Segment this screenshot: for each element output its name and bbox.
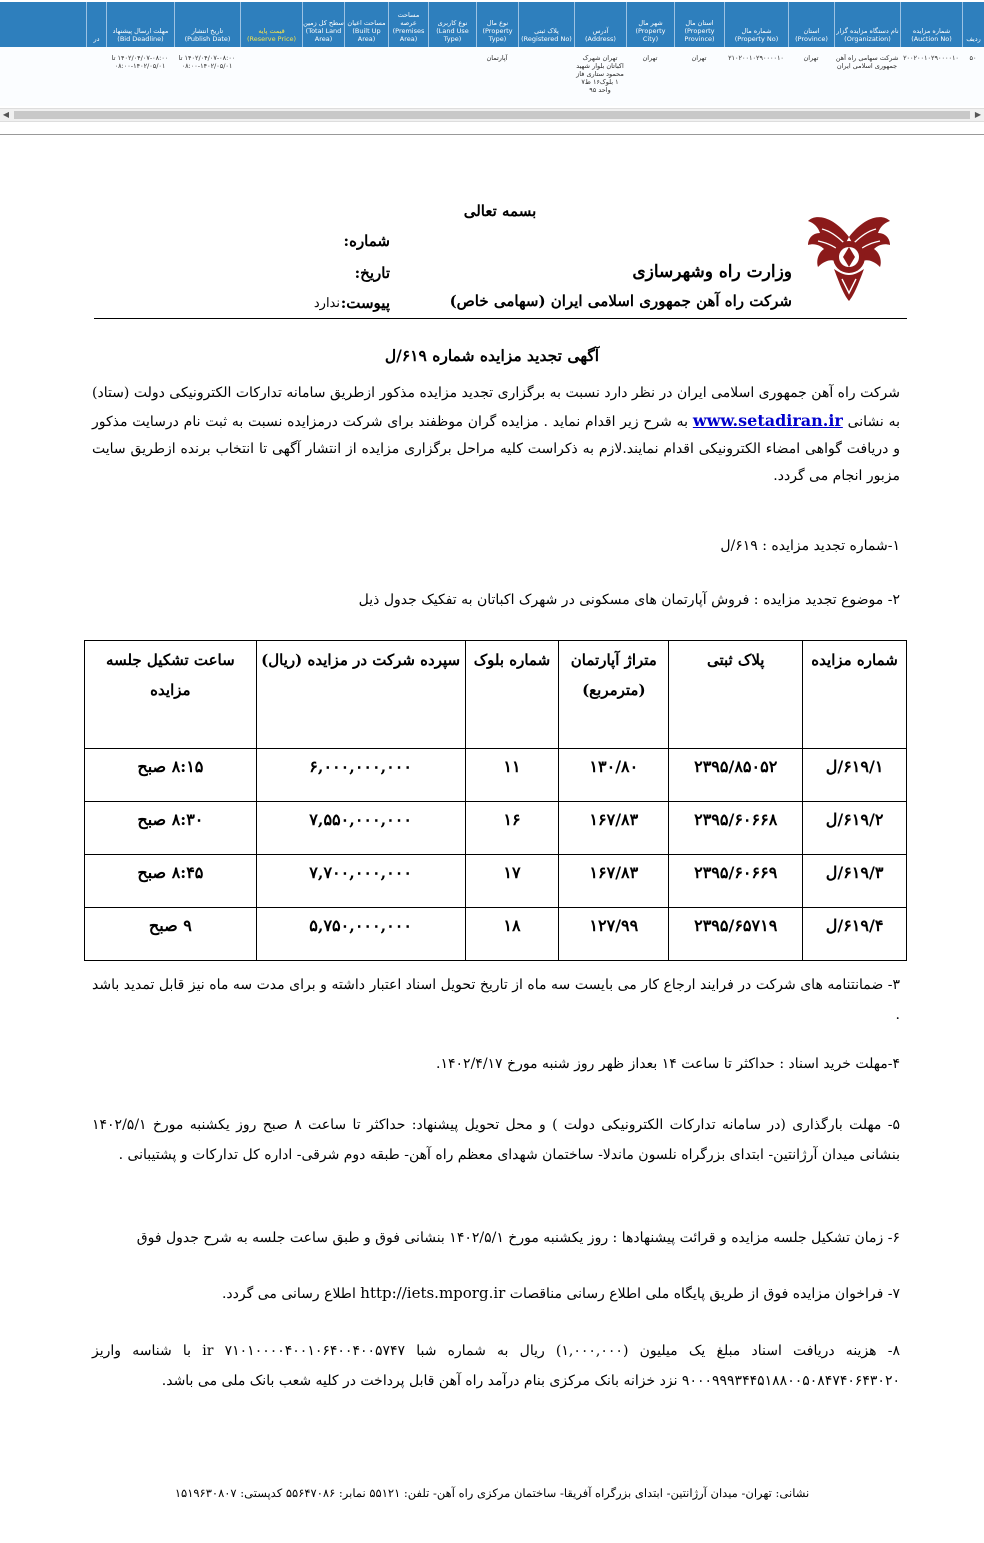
grid-header-en: (Reserve Price) (246, 35, 297, 43)
grid-header-fa: مساحت عرصه (397, 11, 420, 27)
table-cell: ۱۶ (465, 802, 559, 855)
table-cell: ۸:۳۰ صبح (85, 802, 257, 855)
grid-data-row[interactable] (0, 54, 984, 106)
grid-column-header[interactable] (302, 2, 344, 47)
grid-header-en: (Total Land Area) (305, 27, 342, 43)
number-label: شماره: (343, 232, 390, 250)
grid-header-en: (Land Use Type) (436, 27, 469, 43)
grid-cell (302, 54, 344, 106)
table-cell: ۶,۰۰۰,۰۰۰,۰۰۰ (256, 749, 465, 802)
item-auction-subject: ۲- موضوع تجدید مزایده : فروش آپارتمان های مسکونی در شهرک اکباتان به تفکیک جدول ذیل (358, 592, 900, 608)
item-auction-number: ۱-شماره تجدید مزایده : ۶۱۹/ل (720, 538, 900, 554)
grid-header-fa: سطح کل زمین (303, 19, 344, 27)
grid-column-header[interactable] (240, 2, 302, 47)
table-cell: ۲۳۹۵/۸۵۰۵۲ (669, 749, 803, 802)
horizontal-scrollbar[interactable] (0, 108, 984, 122)
grid-cell: تهران (803, 54, 819, 62)
table-cell: ۵,۷۵۰,۰۰۰,۰۰۰ (256, 908, 465, 961)
table-row (85, 855, 907, 908)
grid-column-header[interactable] (574, 2, 626, 47)
grid-header-fa: پلاک ثبتی (534, 27, 559, 35)
grid-header-en: (Property Province) (684, 27, 715, 43)
table-cell: ۷,۵۵۰,۰۰۰,۰۰۰ (256, 802, 465, 855)
table-cell: ۲۳۹۵/۶۰۶۶۸ (669, 802, 803, 855)
table-cell: ۱۸ (465, 908, 559, 961)
grid-cell: تهران (642, 54, 658, 62)
grid-column-header[interactable] (106, 2, 174, 47)
grid-header-fa: مساحت اعیان (347, 19, 386, 27)
grid-column-header[interactable] (834, 2, 900, 47)
grid-cell (344, 54, 388, 106)
table-cell: ۶۱۹/۱/ل (803, 749, 907, 802)
grid-header-fa: نوع کاربری (437, 19, 468, 27)
grid-column-header[interactable] (724, 2, 788, 47)
date-label: تاریخ: (354, 264, 390, 282)
grid-header-fa: نوع مال (486, 19, 509, 27)
table-cell: ۱۶۷/۸۳ (559, 802, 669, 855)
grid-header-en: (Property City) (635, 27, 666, 43)
grid-header-fa: شهر مال (638, 19, 663, 27)
scrollbar-thumb[interactable] (14, 111, 970, 119)
grid-cell: تهران (691, 54, 707, 62)
table-column-header: شماره مزایده (803, 641, 907, 749)
table-row (85, 802, 907, 855)
grid-header-en: (Province) (795, 35, 828, 43)
grid-header-en: (Address) (585, 35, 616, 43)
grid-header-en: (Property No) (734, 35, 779, 43)
table-cell: ۹ صبح (85, 908, 257, 961)
item7-text-end: اطلاع رسانی می گردد. (221, 1286, 356, 1302)
table-column-header: پلاک ثبتی (669, 641, 803, 749)
item-session-time: ۶- زمان تشکیل جلسه مزایده و قرائت پیشنهادها : روز یکشنبه مورخ ۱۴۰۲/۵/۱ بنشانی فوق و طبق ساعت جلسه به شرح جدول فوق (136, 1230, 900, 1246)
table-cell: ۶۱۹/۴/ل (803, 908, 907, 961)
table-row (85, 908, 907, 961)
grid-header-fa: مهلت ارسال پیشنهاد (112, 27, 169, 35)
table-cell: ۷,۷۰۰,۰۰۰,۰۰۰ (256, 855, 465, 908)
grid-cell: ۱۴۰۲/۰۴/۰۷-۰۸:۰۰ تا ۱۴۰۲/۰۵/۰۱-۰۸:۰۰ (111, 54, 169, 70)
scroll-right-icon[interactable]: ▶ (974, 110, 982, 119)
grid-header-en: (Bid Deadline) (117, 35, 164, 43)
grid-header-en: (Built Up Area) (352, 27, 381, 43)
grid-column-header[interactable] (518, 2, 574, 47)
table-column-header: ساعت تشکیل جلسه مزایده (85, 641, 257, 749)
grid-column-header[interactable] (388, 2, 428, 47)
item-upload-deadline: ۵- مهلت بارگذاری (در سامانه تدارکات الکترونیکی دولت ) و محل تحویل پیشنهاد: حداکثر تا ساعت ۸ صبح روز یکشنبه مورخ ۱۴۰۲/۵/۱ بنشانی میدان آرژانتین- ابتدای بزرگراه نلسون ماندلا- ساختمان شهدای معظم راه آهن- طبقه دوم شرقی- اداره کل تدارکات و پشتیبانی . (92, 1117, 900, 1163)
grid-cell: شرکت سهامی راه آهن جمهوری اسلامی ایران (835, 54, 899, 70)
grid-header-en: (Property Type) (482, 27, 513, 43)
grid-header-en: (Organization) (844, 35, 891, 43)
item-guarantee: ۳- ضمانتنامه های شرکت در فرایند ارجاع کار می بایست سه ماه از تاریخ تحویل اسناد اعتبار داشته و برای مدت سه ماه نیز قابل تمدید باشد . (92, 977, 900, 1023)
item-announcement (222, 1284, 900, 1302)
grid-header-fa: آدرس (592, 27, 609, 35)
table-cell: ۱۱ (465, 749, 559, 802)
grid-cell: ۵۰ (969, 54, 977, 62)
grid-cell (428, 54, 476, 106)
intro-paragraph (92, 380, 900, 490)
grid-cell: ۱۴۰۲/۰۴/۰۷-۰۸:۰۰ تا ۱۴۰۲/۰۵/۰۱-۰۸:۰۰ (178, 54, 236, 70)
item7-text-start: ۷- فراخوان مزایده فوق از طریق پایگاه ملی اطلاع رسانی مناقصات (509, 1286, 900, 1302)
grid-header-fa: شماره مزایده (912, 27, 951, 35)
grid-header-fa: در (93, 35, 100, 43)
grid-cell (518, 54, 574, 106)
grid-column-header[interactable] (174, 2, 240, 47)
table-column-header: شماره بلوک (465, 641, 559, 749)
grid-header-fa: شماره مال (741, 27, 772, 35)
header-divider (94, 318, 907, 319)
table-cell: ۱۶۷/۸۳ (559, 855, 669, 908)
grid-column-header[interactable] (788, 2, 834, 47)
grid-cell (388, 54, 428, 106)
grid-cell: ۲۱۰۲۰۰۱۰۲۹۰۰۰۰۱۰ (728, 54, 784, 62)
table-cell: ۶۱۹/۳/ل (803, 855, 907, 908)
item-purchase-deadline: ۴-مهلت خرید اسناد : حداکثر تا ساعت ۱۴ بعداز ظهر روز شنبه مورخ ۱۴۰۲/۴/۱۷. (436, 1056, 900, 1072)
intro-text-end: به شرح زیر اقدام نماید . مزایده گران موظفند برای شرکت درمزایده نسبت به ثبت نام درسایت مذکور و دریافت گواهی امضاء الکترونیکی اقدام نمایند.لازم به ذکراست کلیه مراحل برگزاری مزایده از انتشار آگهی تا انتخاب برنده ازطریق سایت مزبور انجام می گردد. (92, 414, 900, 484)
grid-viewport (0, 2, 984, 106)
grid-header-row (0, 2, 984, 47)
auction-table (84, 640, 907, 961)
table-cell: ۸:۱۵ صبح (85, 749, 257, 802)
notice-title: آگهی تجدید مزایده شماره ۶۱۹/ل (384, 346, 600, 365)
grid-header-en: (Publish Date) (184, 35, 231, 43)
attachment-value: ندارد (313, 296, 340, 311)
table-cell: ۸:۴۵ صبح (85, 855, 257, 908)
grid-header-fa: تاریخ انتشار (191, 27, 224, 35)
grid-header-fa: استان مال (685, 19, 714, 27)
grid-column-header[interactable] (626, 2, 674, 47)
footer-address: نشانی: تهران- میدان آرژانتین- ابتدای بزرگراه آفریقا- ساختمان مرکزی راه آهن- تلفن: ۵۵۱۲۱ نمابر: ۵۵۶۴۷۰۸۶ کدپستی: ۱۵۱۹۶۳۰۸۰۷ (174, 1486, 810, 1500)
table-column-header: سپرده شرکت در مزایده (ریال) (256, 641, 465, 749)
grid-header-fa: استان (803, 27, 820, 35)
grid-cell (240, 54, 302, 106)
table-header-row (85, 641, 907, 749)
auction-grid (0, 0, 984, 135)
table-column-header: متراژ آپارتمان (مترمربع) (559, 641, 669, 749)
grid-column-header[interactable] (962, 2, 984, 47)
grid-column-header[interactable] (344, 2, 388, 47)
scroll-left-icon[interactable]: ◀ (2, 110, 10, 119)
grid-header-en: (Registered No) (521, 35, 572, 43)
item-document-fee: ۸- هزینه دریافت اسناد مبلغ یک میلیون (۱,۰۰۰,۰۰۰) ریال به شماره شبا ۷۱۰۱۰۰۰۰۴۰۰۱۰۶۴۰۰۴۰۰۵۷۴۷ ir با شناسه واریز ۹۰۰۰۹۹۹۳۴۴۵۱۸۸۰۰۵۰۸۴۷۴۰۶۴۳۰۲۰ نزد خزانه بانک مرکزی بنام درآمد راه آهن قابل پرداخت در کلیه شعب بانک ملی می باشد. (92, 1343, 900, 1389)
table-cell: ۶۱۹/۲/ل (803, 802, 907, 855)
attachment-label: پیوست: (340, 294, 390, 312)
ministry-name: وزارت راه وشهرسازی (632, 262, 792, 282)
table-row (85, 749, 907, 802)
grid-header-en: (Premises Area) (392, 27, 425, 43)
company-name: شرکت راه آهن جمهوری اسلامی ایران (سهامی خاص) (449, 292, 792, 310)
table-cell: ۲۳۹۵/۶۰۶۶۹ (669, 855, 803, 908)
table-cell: ۱۷ (465, 855, 559, 908)
grid-header-fa: قیمت پایه (258, 27, 285, 35)
grid-column-header[interactable] (674, 2, 724, 47)
railway-logo (804, 207, 894, 305)
grid-header-en: (Auction No) (911, 35, 952, 43)
basmala: بسمه تعالی (463, 202, 537, 220)
table-cell: ۱۲۷/۹۹ (559, 908, 669, 961)
grid-cell: تهران شهرک اکباتان بلوار شهید محمود ستاری فاز ۱ بلوک۱۶ ط۷ واحد ۹۵ (576, 54, 624, 94)
iets-link[interactable]: http://iets.mporg.ir (360, 1284, 506, 1302)
grid-column-header[interactable] (900, 2, 962, 47)
grid-header-fa: نام دستگاه مزایده گزار (836, 27, 899, 35)
grid-cell: ۲۰۰۲۰۰۱۰۲۹۰۰۰۰۱۰ (903, 54, 959, 62)
intro-text-start: شرکت راه آهن جمهوری اسلامی ایران در نظر دارد نسبت به برگزاری تجدید مزایده مذکور ازطریق سامانه تدارکات الکترونیکی دولت (ستاد) به نشانی (92, 385, 900, 430)
table-cell: ۲۳۹۵/۶۵۷۱۹ (669, 908, 803, 961)
grid-column-header[interactable] (476, 2, 518, 47)
grid-column-header[interactable] (428, 2, 476, 47)
setad-link[interactable]: www.setadiran.ir (692, 411, 843, 430)
grid-column-header[interactable] (86, 2, 106, 47)
grid-header-fa: ردیف (966, 35, 981, 43)
grid-cell: آپارتمان (486, 54, 508, 62)
table-cell: ۱۳۰/۸۰ (559, 749, 669, 802)
grid-cell (86, 54, 106, 106)
